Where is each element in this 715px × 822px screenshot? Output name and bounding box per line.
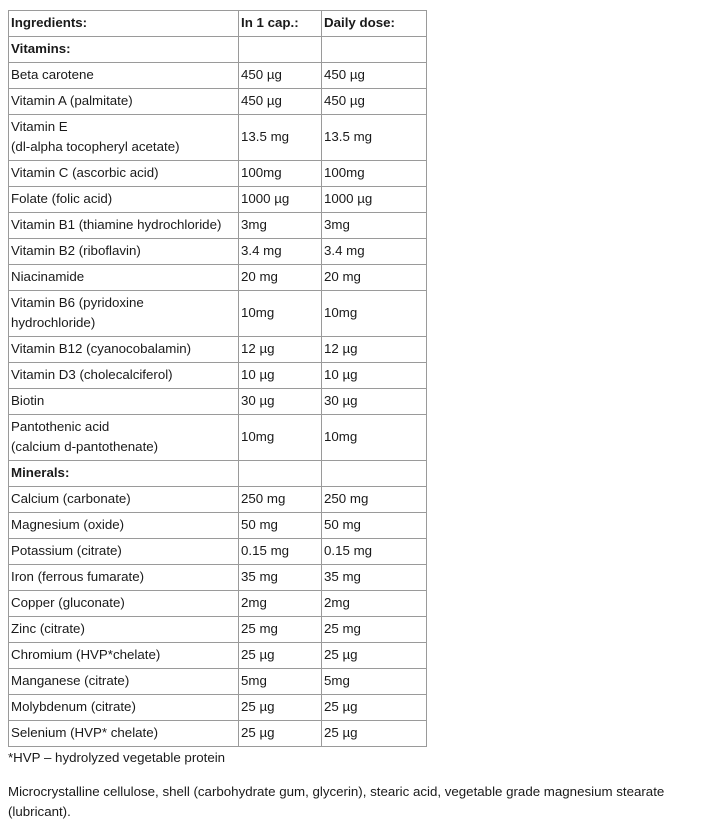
- amount-daily-dose: 25 µg: [322, 643, 427, 669]
- amount-daily-dose: 35 mg: [322, 565, 427, 591]
- amount-per-cap: 10mg: [239, 291, 322, 337]
- ingredient-name-cell: [9, 617, 239, 643]
- ingredient-name: Folate (folic acid): [11, 191, 113, 206]
- ingredient-name: (calcium d-pantothenate): [11, 439, 159, 454]
- ingredient-row: [9, 721, 427, 747]
- ingredient-name: Potassium (citrate): [11, 543, 122, 558]
- ingredient-name-cell: [9, 487, 239, 513]
- amount-daily-dose: 20 mg: [322, 265, 427, 291]
- supplement-facts: [8, 10, 708, 822]
- section-header-row: [9, 461, 427, 487]
- ingredients-table-body: [9, 11, 427, 747]
- amount-daily-dose: 5mg: [322, 669, 427, 695]
- ingredient-name-cell: [9, 239, 239, 265]
- ingredients-table: [8, 10, 427, 747]
- ingredient-row: [9, 415, 427, 461]
- amount-daily-dose: 25 µg: [322, 721, 427, 747]
- amount-per-cap: 10 µg: [239, 363, 322, 389]
- ingredient-name-cell: [9, 389, 239, 415]
- amount-per-cap: 13.5 mg: [239, 115, 322, 161]
- ingredient-name: Copper (gluconate): [11, 595, 125, 610]
- ingredient-row: [9, 591, 427, 617]
- ingredient-name: Vitamin B1 (thiamine hydrochloride): [11, 217, 222, 232]
- amount-per-cap: 450 µg: [239, 63, 322, 89]
- ingredient-name: Chromium (HVP*chelate): [11, 647, 161, 662]
- amount-per-cap: 30 µg: [239, 389, 322, 415]
- ingredient-row: [9, 239, 427, 265]
- amount-daily-dose: 10mg: [322, 291, 427, 337]
- amount-daily-dose: 450 µg: [322, 89, 427, 115]
- ingredient-name: Selenium (HVP* chelate): [11, 725, 159, 740]
- amount-daily-dose: 1000 µg: [322, 187, 427, 213]
- ingredient-name: Vitamin B2 (riboflavin): [11, 243, 141, 258]
- ingredient-name-cell: [9, 363, 239, 389]
- ingredient-name: hydrochloride): [11, 315, 96, 330]
- ingredient-name-cell: [9, 643, 239, 669]
- section-title: Minerals:: [9, 461, 239, 487]
- amount-daily-dose: 0.15 mg: [322, 539, 427, 565]
- amount-daily-dose: 10 µg: [322, 363, 427, 389]
- ingredient-name-cell: [9, 591, 239, 617]
- ingredient-row: [9, 291, 427, 337]
- ingredient-name: Molybdenum (citrate): [11, 699, 136, 714]
- ingredient-name-cell: [9, 89, 239, 115]
- ingredient-name: (dl-alpha tocopheryl acetate): [11, 139, 180, 154]
- ingredient-name: Zinc (citrate): [11, 621, 85, 636]
- amount-per-cap: 20 mg: [239, 265, 322, 291]
- ingredient-name-cell: [9, 513, 239, 539]
- ingredient-name: Vitamin B12 (cyanocobalamin): [11, 341, 192, 356]
- composition-text: [8, 782, 713, 822]
- ingredient-row: [9, 89, 427, 115]
- ingredient-row: [9, 487, 427, 513]
- ingredient-name: Beta carotene: [11, 67, 94, 82]
- amount-per-cap: 25 mg: [239, 617, 322, 643]
- amount-per-cap: 25 µg: [239, 721, 322, 747]
- amount-per-cap: 450 µg: [239, 89, 322, 115]
- ingredient-name: Biotin: [11, 393, 45, 408]
- ingredient-name: Magnesium (oxide): [11, 517, 125, 532]
- ingredient-row: [9, 187, 427, 213]
- ingredient-name-cell: [9, 161, 239, 187]
- ingredient-name: Vitamin D3 (cholecalciferol): [11, 367, 173, 382]
- amount-per-cap: 1000 µg: [239, 187, 322, 213]
- section-header-row: [9, 37, 427, 63]
- ingredient-name-cell: [9, 213, 239, 239]
- empty-cell: [239, 461, 322, 487]
- ingredient-name-cell: [9, 565, 239, 591]
- hvp-footnote: *HVP – hydrolyzed vegetable protein: [8, 750, 226, 765]
- amount-daily-dose: 50 mg: [322, 513, 427, 539]
- ingredient-name: Vitamin B6 (pyridoxine: [11, 295, 144, 310]
- ingredient-row: [9, 63, 427, 89]
- ingredient-name-cell: [9, 415, 239, 461]
- amount-per-cap: 12 µg: [239, 337, 322, 363]
- composition-line: (lubricant).: [8, 804, 71, 819]
- ingredient-row: [9, 115, 427, 161]
- amount-daily-dose: 25 µg: [322, 695, 427, 721]
- ingredient-row: [9, 213, 427, 239]
- ingredient-name: Iron (ferrous fumarate): [11, 569, 145, 584]
- composition-line: Microcrystalline cellulose, shell (carbohydrate gum, glycerin), stearic acid, vegetable grade magnesium stearate: [8, 784, 665, 799]
- ingredient-name: Niacinamide: [11, 269, 85, 284]
- ingredient-row: [9, 513, 427, 539]
- amount-per-cap: 25 µg: [239, 695, 322, 721]
- header-ingredients: Ingredients:: [9, 11, 239, 37]
- ingredient-name-cell: [9, 187, 239, 213]
- header-in-one-cap: In 1 cap.:: [239, 11, 322, 37]
- ingredient-row: [9, 617, 427, 643]
- amount-per-cap: 100mg: [239, 161, 322, 187]
- ingredient-name-cell: [9, 337, 239, 363]
- amount-daily-dose: 13.5 mg: [322, 115, 427, 161]
- amount-daily-dose: 25 mg: [322, 617, 427, 643]
- ingredient-name-cell: [9, 669, 239, 695]
- amount-daily-dose: 3mg: [322, 213, 427, 239]
- ingredient-name: Pantothenic acid: [11, 419, 110, 434]
- amount-per-cap: 0.15 mg: [239, 539, 322, 565]
- ingredient-row: [9, 337, 427, 363]
- ingredient-name: Vitamin E: [11, 119, 68, 134]
- empty-cell: [322, 461, 427, 487]
- amount-per-cap: 5mg: [239, 669, 322, 695]
- amount-daily-dose: 450 µg: [322, 63, 427, 89]
- table-header-row: [9, 11, 427, 37]
- ingredient-row: [9, 565, 427, 591]
- amount-per-cap: 35 mg: [239, 565, 322, 591]
- empty-cell: [322, 37, 427, 63]
- header-daily-dose: Daily dose:: [322, 11, 427, 37]
- ingredient-row: [9, 265, 427, 291]
- ingredient-name: Manganese (citrate): [11, 673, 130, 688]
- amount-daily-dose: 2mg: [322, 591, 427, 617]
- ingredient-row: [9, 363, 427, 389]
- ingredient-row: [9, 669, 427, 695]
- amount-per-cap: 3.4 mg: [239, 239, 322, 265]
- amount-per-cap: 10mg: [239, 415, 322, 461]
- amount-daily-dose: 12 µg: [322, 337, 427, 363]
- ingredient-row: [9, 161, 427, 187]
- ingredient-row: [9, 389, 427, 415]
- ingredient-row: [9, 539, 427, 565]
- ingredient-row: [9, 643, 427, 669]
- amount-per-cap: 2mg: [239, 591, 322, 617]
- amount-per-cap: 250 mg: [239, 487, 322, 513]
- amount-daily-dose: 100mg: [322, 161, 427, 187]
- ingredient-name-cell: [9, 721, 239, 747]
- amount-per-cap: 3mg: [239, 213, 322, 239]
- ingredient-name-cell: [9, 539, 239, 565]
- ingredient-name-cell: [9, 115, 239, 161]
- amount-per-cap: 50 mg: [239, 513, 322, 539]
- ingredient-name: Calcium (carbonate): [11, 491, 131, 506]
- ingredient-name-cell: [9, 695, 239, 721]
- section-title: Vitamins:: [9, 37, 239, 63]
- ingredient-name: Vitamin C (ascorbic acid): [11, 165, 159, 180]
- ingredient-name: Vitamin A (palmitate): [11, 93, 133, 108]
- ingredient-row: [9, 695, 427, 721]
- amount-daily-dose: 250 mg: [322, 487, 427, 513]
- ingredient-name-cell: [9, 265, 239, 291]
- ingredient-name-cell: [9, 291, 239, 337]
- amount-per-cap: 25 µg: [239, 643, 322, 669]
- amount-daily-dose: 10mg: [322, 415, 427, 461]
- ingredient-name-cell: [9, 63, 239, 89]
- amount-daily-dose: 3.4 mg: [322, 239, 427, 265]
- empty-cell: [239, 37, 322, 63]
- amount-daily-dose: 30 µg: [322, 389, 427, 415]
